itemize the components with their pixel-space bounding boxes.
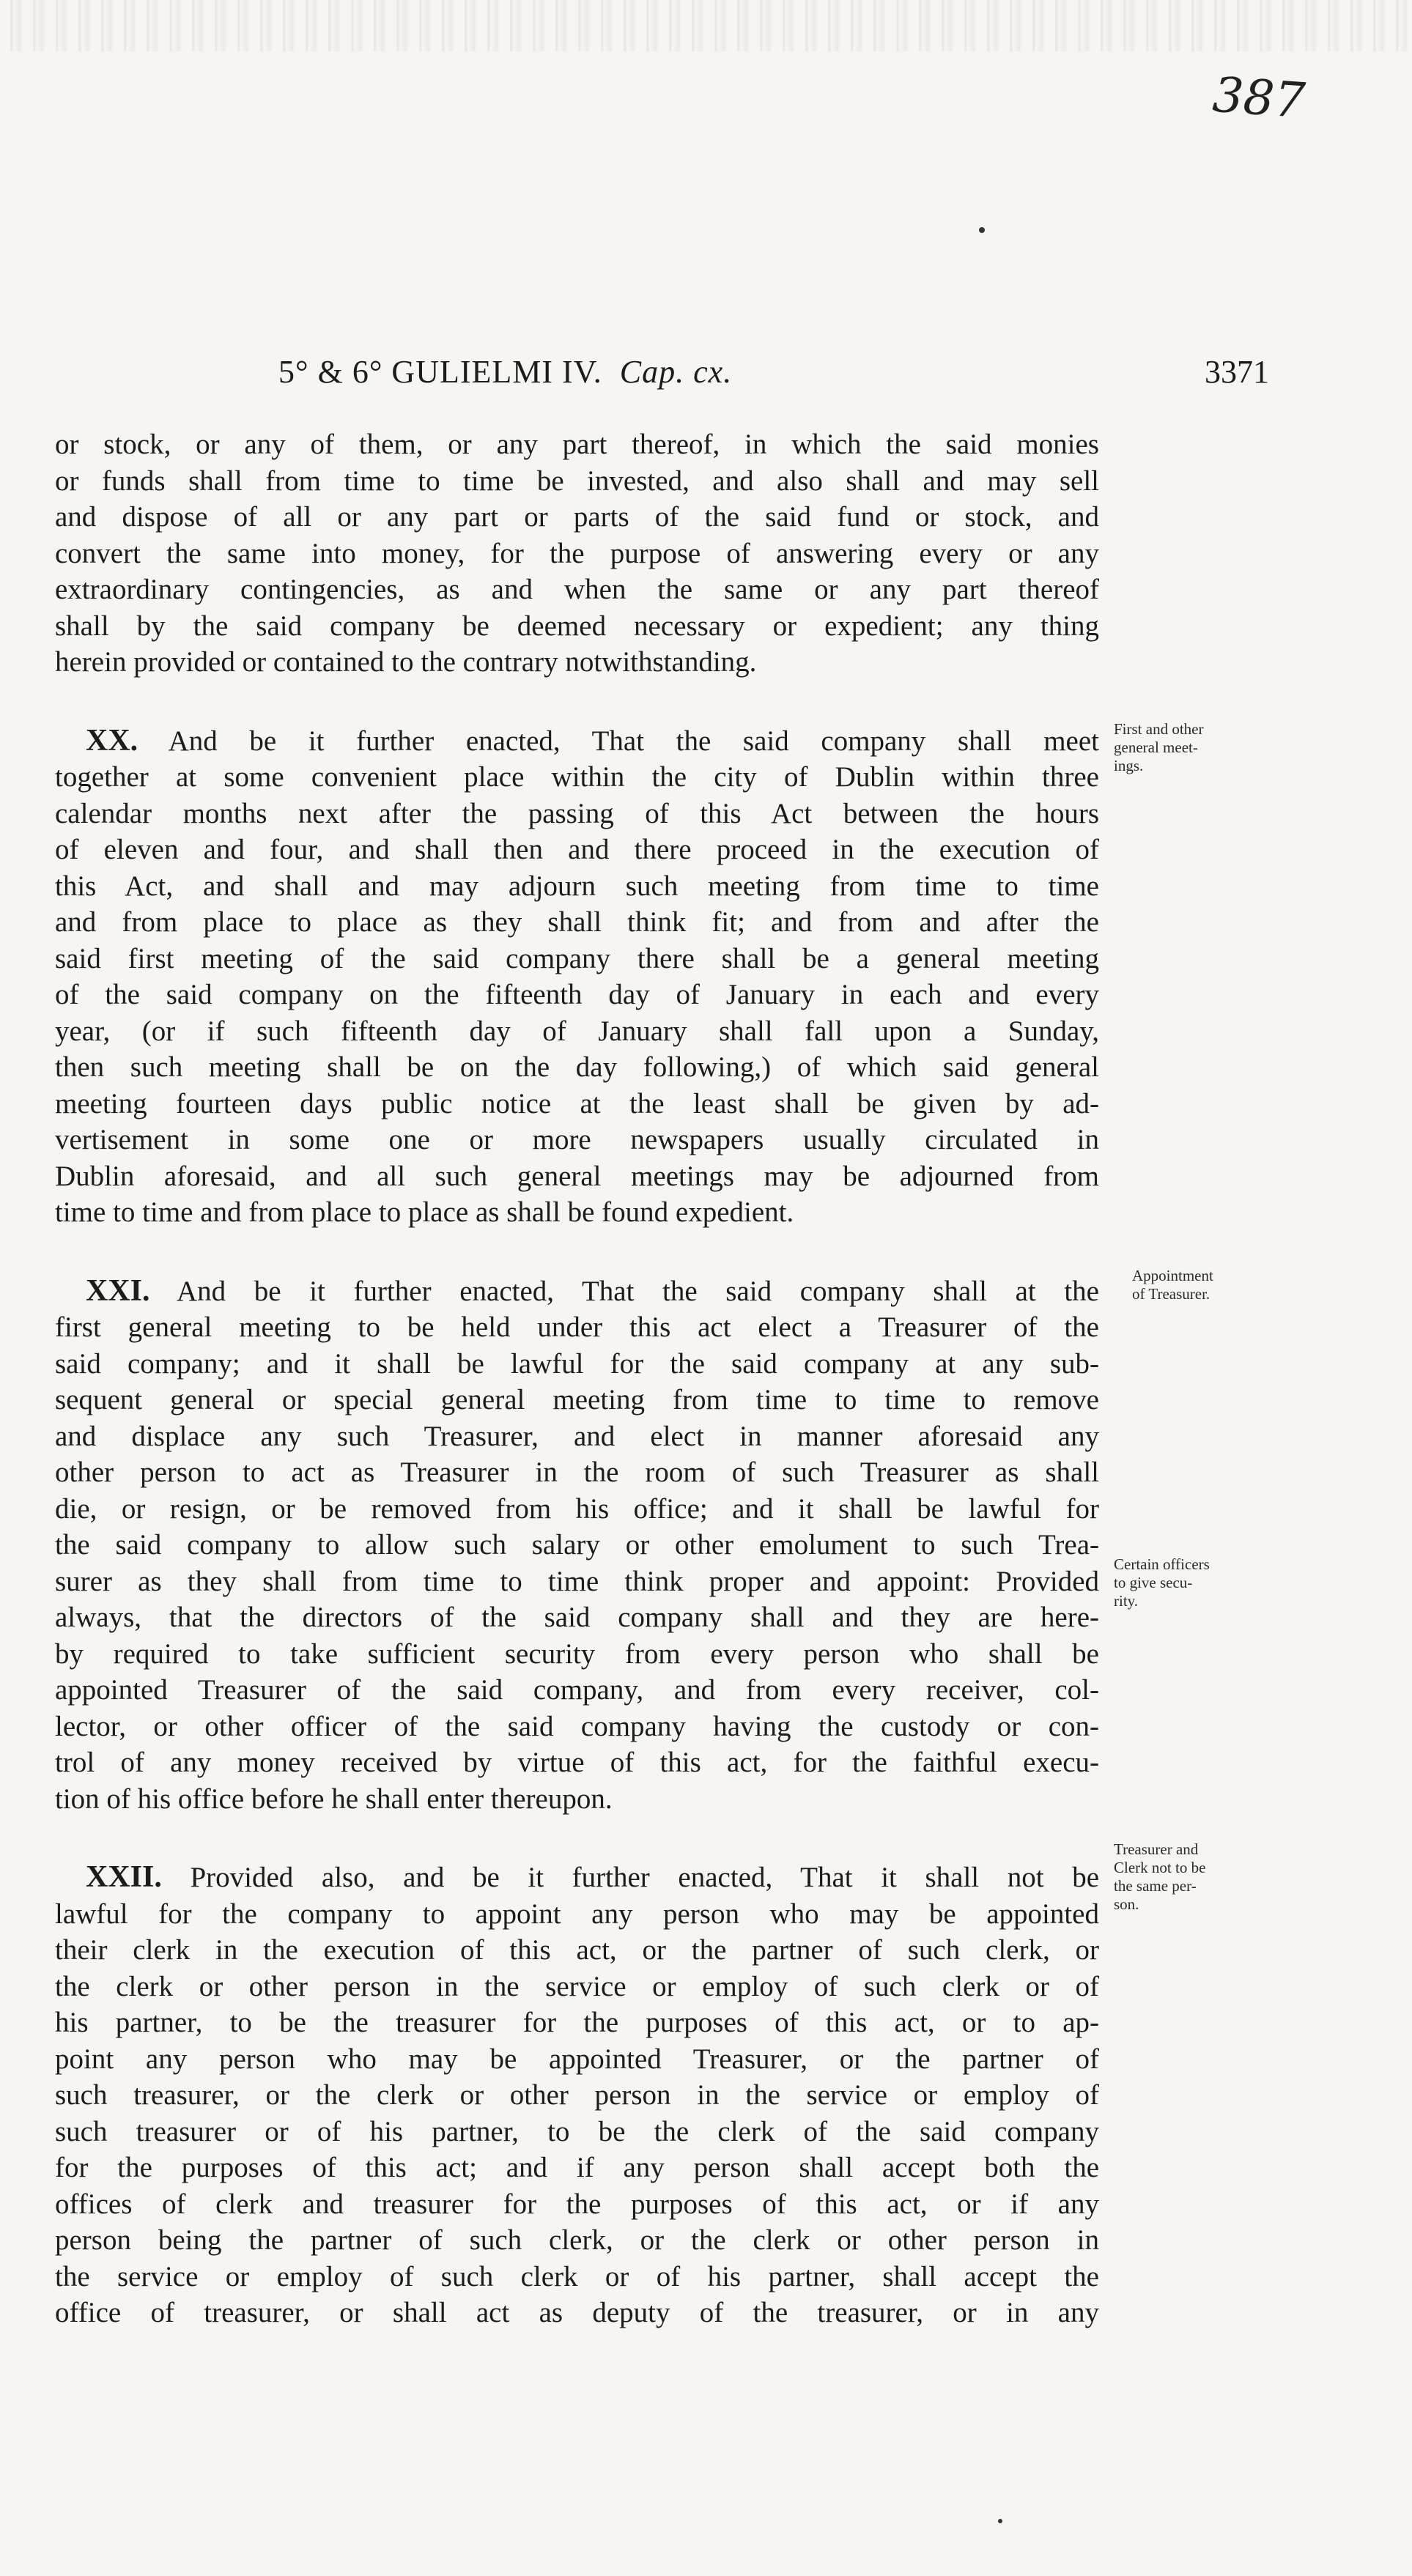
text-line: first general meeting to be held under this act elect a Treasurer of the — [55, 1311, 1099, 1343]
text-line: the service or employ of such clerk or of his partner, shall accept the — [55, 2260, 1099, 2292]
text-line: lawful for the company to appoint any person who may be appointed — [55, 1898, 1099, 1930]
header-page-number: 3371 — [1205, 354, 1269, 390]
text-line: person being the partner of such clerk, or the clerk or other person in — [55, 2224, 1099, 2256]
margin-note-appointment-treasurer — [1132, 1267, 1286, 1303]
header-chapter: Cap. cx. — [619, 354, 733, 390]
text-line — [55, 723, 1099, 760]
text-line: for the purposes of this act; and if any person shall accept both the — [55, 2152, 1099, 2183]
section-xxi — [55, 1273, 1099, 1818]
text-line-content: And be it further enacted, That the said company shall meet — [138, 725, 1099, 757]
margin-note-line: the same per- — [1114, 1877, 1197, 1895]
section-number: XXII. — [86, 1860, 162, 1894]
text-line: said first meeting of the said company there shall be a general meeting — [55, 942, 1099, 974]
text-line: sequent general or special general meeting from time to time to remove — [55, 1384, 1099, 1415]
text-line-content: Provided also, and be it further enacted, That it shall not be — [161, 1862, 1099, 1893]
header-title — [278, 353, 732, 391]
text-line: of eleven and four, and shall then and there proceed in the execution of — [55, 834, 1099, 865]
text-line: of the said company on the fifteenth day of January in each and every — [55, 979, 1099, 1010]
text-line: time to time and from place to place as shall be found expedient. — [55, 1196, 794, 1228]
text-line: Dublin aforesaid, and all such general meetings may be adjourned from — [55, 1160, 1099, 1192]
margin-note-line: ings. — [1114, 757, 1144, 774]
text-line: such treasurer, or the clerk or other person in the service or employ of — [55, 2079, 1099, 2111]
top-edge-scan-artifact — [0, 0, 1412, 51]
text-line: or funds shall from time to time be invested, and also shall and may sell — [55, 465, 1099, 497]
text-line: shall by the said company be deemed necessary or expedient; any thing — [55, 610, 1099, 642]
text-line: trol of any money received by virtue of this act, for the faithful execu- — [55, 1747, 1099, 1778]
text-line: said company; and it shall be lawful for the said company at any sub- — [55, 1347, 1099, 1380]
text-line: by required to take sufficient security from every person who shall be — [55, 1637, 1099, 1670]
text-line-content: And be it further enacted, That the said company shall at the — [149, 1275, 1099, 1307]
text-line — [55, 1859, 1099, 1896]
text-line: convert the same into money, for the purpose of answering every or any — [55, 537, 1099, 569]
text-line: office of treasurer, or shall act as deputy of the treasurer, or in any — [55, 2297, 1099, 2328]
text-line: calendar months next after the passing of this Act between the hours — [55, 797, 1099, 829]
margin-note-line: rity. — [1114, 1592, 1139, 1610]
paragraph-continuation — [55, 426, 1099, 681]
margin-note-officers-security — [1114, 1555, 1268, 1610]
section-xxii — [55, 1859, 1099, 2331]
section-number: XX. — [86, 723, 138, 758]
text-line: offices of clerk and treasurer for the purposes of this act, or if any — [55, 2188, 1099, 2220]
ink-speck — [998, 2519, 1002, 2523]
ink-speck — [979, 227, 985, 233]
text-line: meeting fourteen days public notice at the least shall be given by ad- — [55, 1087, 1099, 1119]
text-line: their clerk in the execution of this act, or the partner of such clerk, or — [55, 1934, 1099, 1966]
text-line: the clerk or other person in the service or employ of such clerk or of — [55, 1970, 1099, 2002]
margin-note-line: of Treasurer. — [1132, 1285, 1210, 1303]
running-header — [0, 353, 1412, 397]
section-xx — [55, 723, 1099, 1231]
text-line: appointed Treasurer of the said company, and from every receiver, col- — [55, 1674, 1099, 1706]
body-text — [55, 426, 1099, 2374]
margin-note-line: Appointment — [1132, 1267, 1213, 1284]
section-number: XXI. — [86, 1273, 150, 1308]
text-line: surer as they shall from time to time think proper and appoint: Provided — [55, 1565, 1099, 1597]
text-line: or stock, or any of them, or any part thereof, in which the said monies — [55, 429, 1099, 460]
text-line: and displace any such Treasurer, and elect in manner aforesaid any — [55, 1420, 1099, 1452]
text-line — [55, 1273, 1099, 1310]
text-line: tion of his office before he shall enter thereupon. — [55, 1783, 613, 1815]
text-line: always, that the directors of the said company shall and they are here- — [55, 1602, 1099, 1633]
margin-note-treasurer-clerk — [1114, 1840, 1268, 1914]
text-line: year, (or if such fifteenth day of January shall fall upon a Sunday, — [55, 1015, 1099, 1047]
margin-note-line: First and other — [1114, 720, 1204, 738]
text-line: extraordinary contingencies, as and when the same or any part thereof — [55, 574, 1099, 605]
text-line: such treasurer or of his partner, to be the clerk of the said company — [55, 2115, 1099, 2147]
text-line: the said company to allow such salary or other emolument to such Trea- — [55, 1529, 1099, 1561]
text-line: vertisement in some one or more newspapers usually circulated in — [55, 1124, 1099, 1155]
text-line: then such meeting shall be on the day following,) of which said general — [55, 1051, 1099, 1083]
text-line: lector, or other officer of the said company having the custody or con- — [55, 1710, 1099, 1742]
header-title-text: 5° & 6° GULIELMI IV. — [278, 354, 602, 390]
text-line: his partner, to be the treasurer for the purposes of this act, or to ap- — [55, 2007, 1099, 2038]
margin-note-line: Treasurer and — [1114, 1840, 1199, 1858]
text-line: herein provided or contained to the contrary notwithstanding. — [55, 646, 757, 678]
margin-note-line: Clerk not to be — [1114, 1859, 1206, 1876]
text-line: this Act, and shall and may adjourn such meeting from time to time — [55, 870, 1099, 902]
text-line: point any person who may be appointed Treasurer, or the partner of — [55, 2043, 1099, 2075]
margin-note-line: Certain officers — [1114, 1555, 1210, 1573]
text-line: together at some convenient place within the city of Dublin within three — [55, 761, 1099, 793]
text-line: and dispose of all or any part or parts of the said fund or stock, and — [55, 501, 1099, 533]
margin-note-line: son. — [1114, 1895, 1139, 1913]
margin-note-general-meetings — [1114, 720, 1268, 775]
text-line: die, or resign, or be removed from his office; and it shall be lawful for — [55, 1492, 1099, 1525]
margin-note-line: to give secu- — [1114, 1574, 1193, 1591]
margin-note-line: general meet- — [1114, 739, 1198, 756]
text-line: and from place to place as they shall think fit; and from and after the — [55, 906, 1099, 938]
folio-number: 387 — [1210, 66, 1307, 130]
text-line: other person to act as Treasurer in the room of such Treasurer as shall — [55, 1457, 1099, 1488]
